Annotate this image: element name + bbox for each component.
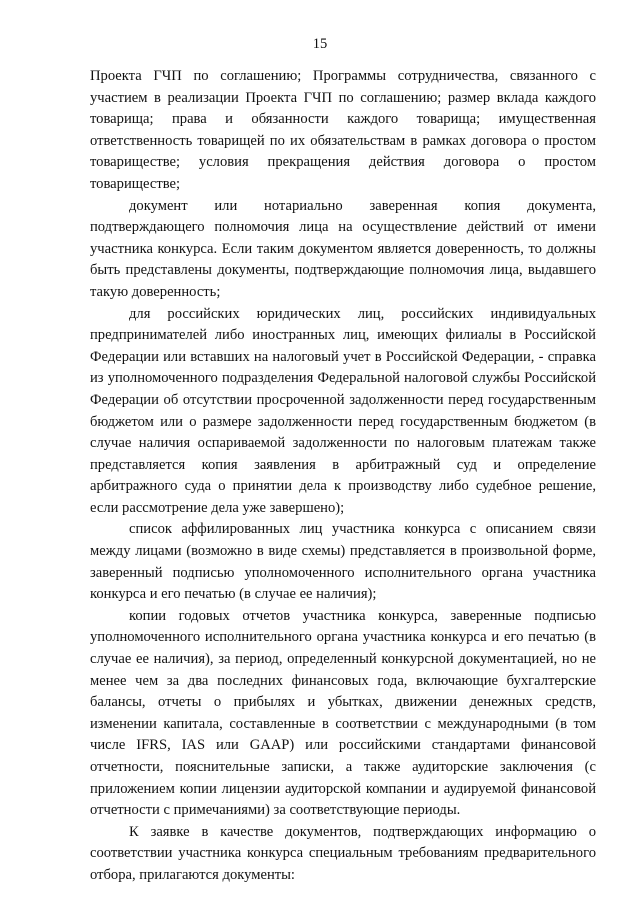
- paragraph: список аффилированных лиц участника конкурса с описанием связи между лицами (возможно в виде схемы) представляется в произвольной форме, заверенный подписью уполномоченного исполнительного органа участника конкурса и его печатью (в случае ее наличия);: [90, 521, 596, 603]
- body-text: [90, 66, 596, 887]
- page-number: 15: [312, 36, 328, 52]
- paragraph: документ или нотариально заверенная копия документа, подтверждающего полномочия лица на осуществление действий от имени участника конкурса. Если таким документом является доверенность, то должны быть представлены документы, подтверждающие полномочия лица, выдавшего такую доверенность;: [90, 197, 596, 300]
- paragraph: для российских юридических лиц, российских индивидуальных предпринимателей либо иностранных лиц, имеющих филиалы в Российской Федерации или вставших на налоговый учет в Российской Федерации, - справка из уполномоченного подразделения Федеральной налоговой службы Российской Федерации об отсутствии просроченной задолженности перед государственным бюджетом или о размере задолженности перед государственным бюджетом (в случае наличия оспариваемой задолженности по налоговым платежам также представляется копия заявления в арбитражный суд и определение арбитражного суда о принятии дела к производству либо судебное решение, если рассмотрение дела уже завершено);: [90, 305, 596, 516]
- paragraph: Проекта ГЧП по соглашению; Программы сотрудничества, связанного с участием в реализации Проекта ГЧП по соглашению; размер вклада каждого товарища; права и обязанности каждого товарища; имущественная ответственность товарищей по их обязательствам в рамках договора о простом товариществе; условия прекращения действия договора о простом товариществе;: [90, 68, 596, 192]
- paragraph: копии годовых отчетов участника конкурса, заверенные подписью уполномоченного исполнительного органа участника конкурса и его печатью (в случае ее наличия), за период, определенный конкурсной документацией, но не менее чем за два последних финансовых года, включающие бухгалтерские балансы, отчеты о прибылях и убытках, движении денежных средств, изменении капитала, составленные в соответствии с международными (в том числе IFRS, IAS или GAAP) или российскими стандартами финансовой отчетности, пояснительные записки, а также аудиторские заключения (с приложением копии лицензии аудиторской компании и аудируемой финансовой отчетности с примечаниями) за соответствующие периоды.: [90, 607, 596, 819]
- paragraph: К заявке в качестве документов, подтверждающих информацию о соответствии участника конкурса специальным требованиям предварительного отбора, прилагаются документы:: [90, 823, 596, 883]
